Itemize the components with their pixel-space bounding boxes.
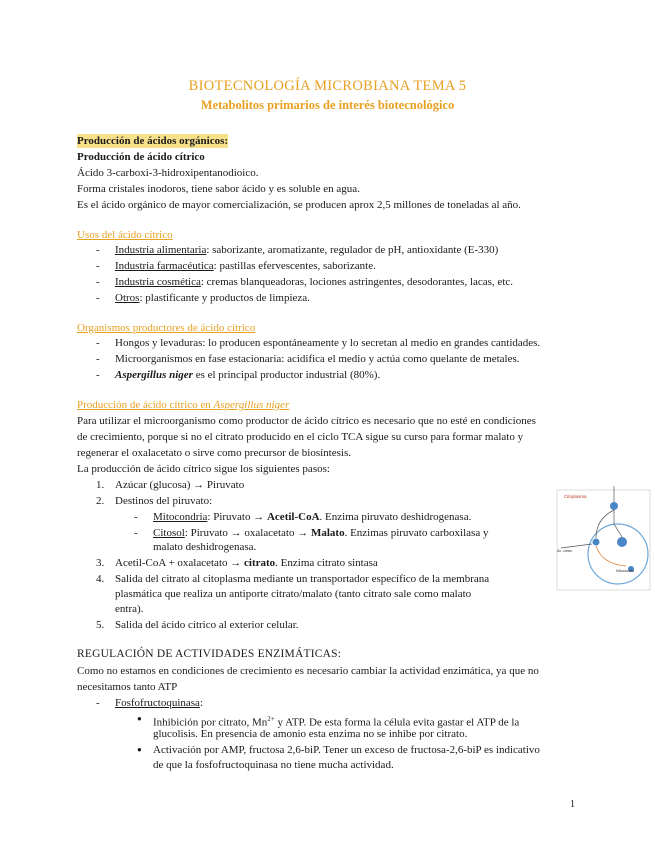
- sub-step-text: : Piruvato →: [207, 511, 267, 523]
- subheading-acido-citrico: Producción de ácido cítrico: [77, 151, 205, 163]
- sub-step-label: Citosol: [153, 527, 185, 539]
- item-text: y ATP. De esta forma la célula evita gastar el ATP de la: [274, 716, 520, 729]
- list-item-label: Industria alimentaria: [115, 244, 207, 256]
- dash-marker: -: [96, 276, 100, 288]
- list-item-text: : plastificante y productos de limpieza.: [139, 292, 310, 304]
- document-subtitle: Metabolitos primarios de interés biotecnológico: [200, 98, 455, 112]
- text-line: Ácido 3-carboxi-3-hidroxipentanodioico.: [77, 167, 259, 179]
- step-number: 2.: [96, 495, 105, 507]
- step-text: . Enzima citrato sintasa: [275, 557, 378, 569]
- regulation-item-continuation: de que la fosfofructoquinasa no tiene mucha actividad.: [153, 759, 394, 771]
- step-text: Acetil-CoA + oxalacetato →: [115, 557, 244, 569]
- paragraph-line: Como no estamos en condiciones de crecimiento es necesario cambiar la actividad enzimática, ya que no: [77, 665, 539, 677]
- page-number: 1: [570, 799, 575, 810]
- text-line: Es el ácido orgánico de mayor comercialización, se producen aprox 2,5 millones de toneladas al año.: [77, 199, 521, 211]
- enzyme-name: [115, 696, 203, 710]
- paragraph-line: necesitamos tanto ATP: [77, 681, 178, 693]
- step-2: Destinos del piruvato:: [115, 495, 213, 507]
- sub-step-text: . Enzima piruvato deshidrogenasa.: [319, 511, 472, 523]
- section-heading-organismos: Organismos productores de ácido cítrico: [77, 322, 256, 334]
- dash-marker: -: [134, 511, 138, 523]
- dash-marker: -: [96, 244, 100, 256]
- regulation-item: Activación por AMP, fructosa 2,6-biP. Tener un exceso de fructosa-2,6-biP es indicativo: [153, 744, 540, 756]
- list-item-label: Otros: [115, 292, 140, 304]
- list-item-text: : saborizante, aromatizante, regulador de pH, antioxidante (E-330): [206, 244, 499, 256]
- step-1: Azúcar (glucosa) → Piruvato: [115, 479, 245, 491]
- list-item: [115, 259, 376, 273]
- list-item-text: : pastillas efervescentes, saborizante.: [213, 260, 376, 272]
- list-item: [115, 275, 513, 289]
- paragraph-line: regenerar el oxalacetato o sirve como precursor de biosíntesis.: [77, 447, 351, 459]
- diagram-label: Mitocondria: [616, 569, 635, 573]
- section-heading-regulacion: REGULACIÓN DE ACTIVIDADES ENZIMÁTICAS:: [77, 648, 342, 660]
- step-number: 5.: [96, 619, 105, 631]
- superscript: 2+: [267, 715, 275, 723]
- sub-step-citosol: [153, 526, 488, 540]
- sub-step-text: : Piruvato → oxalacetato →: [184, 527, 311, 539]
- sub-step-continuation: malato deshidrogenasa.: [153, 541, 257, 553]
- regulation-item-continuation: glucolisis. En presencia de amonio esta enzima no se inhibe por citrato.: [153, 728, 468, 740]
- sub-step-bold: Malato: [310, 527, 345, 539]
- step-4: Salida del citrato al citoplasma mediante un transportador específico de la membrana: [115, 573, 490, 585]
- sub-step-bold: Acetil-CoA: [266, 511, 320, 523]
- list-item-text: : cremas blanqueadoras, lociones astringentes, desodorantes, lacas, etc.: [200, 276, 514, 288]
- enzyme-label: Fosfofructoquinasa: [115, 697, 200, 709]
- dash-marker: -: [96, 353, 100, 365]
- list-item-label: Industria cosmética: [115, 276, 201, 288]
- dash-marker: -: [96, 369, 100, 381]
- step-4-continuation: plasmática que realiza un antiporte citrato/malato (tanto citrato sale como malato: [115, 588, 472, 600]
- step-number: 1.: [96, 479, 105, 491]
- step-3: [115, 556, 378, 570]
- item-text: Inhibición por citrato, Mn: [153, 716, 268, 729]
- text-line: Forma cristales inodoros, tiene sabor ácido y es soluble en agua.: [77, 183, 360, 195]
- dash-marker: -: [96, 260, 100, 272]
- document-title: BIOTECNOLOGÍA MICROBIANA TEMA 5: [188, 78, 467, 94]
- section-heading-acidos: Producción de ácidos orgánicos:: [77, 135, 229, 147]
- dash-marker: -: [134, 527, 138, 539]
- enzyme-colon: :: [199, 697, 203, 709]
- dash-marker: -: [96, 337, 100, 349]
- dash-marker: -: [96, 697, 100, 709]
- section-heading-usos: Usos del ácido cítrico: [77, 229, 173, 241]
- step-bold: citrato: [244, 557, 276, 569]
- step-number: 3.: [96, 557, 105, 569]
- bullet-marker: ●: [137, 745, 142, 754]
- heading-text: Producción de ácido cítrico en: [77, 399, 214, 411]
- paragraph-line: La producción de ácido cítrico sigue los siguientes pasos:: [77, 463, 330, 475]
- sub-step-mitocondria: [153, 510, 471, 524]
- diagram-label: Ác. cítrico: [557, 549, 573, 553]
- paragraph-line: de crecimiento, porque si no el citrato producido en el ciclo TCA sigue su curso para formar malato y: [77, 431, 524, 443]
- list-item: Microorganismos en fase estacionaria: acidifica el medio y actúa como quelante de metales.: [115, 353, 520, 365]
- step-number: 4.: [96, 573, 105, 585]
- diagram-label: Citoplasma: [564, 494, 587, 499]
- heading-species: Aspergillus niger: [213, 399, 290, 411]
- step-5: Salida del ácido cítrico al exterior celular.: [115, 619, 299, 631]
- list-item: [115, 291, 310, 305]
- sub-step-label: Mitocondria: [153, 511, 208, 523]
- list-item: [115, 243, 498, 257]
- citric-acid-pathway-diagram: [556, 484, 652, 594]
- bullet-marker: ●: [137, 714, 142, 723]
- dash-marker: -: [96, 292, 100, 304]
- species-name: Aspergillus niger: [115, 369, 193, 381]
- list-item: Hongos y levaduras: lo producen espontáneamente y lo secretan al medio en grandes cantidades.: [115, 337, 541, 349]
- step-4-continuation: entra).: [115, 603, 144, 615]
- list-item: [115, 368, 380, 382]
- sub-step-text: . Enzimas piruvato carboxilasa y: [344, 527, 489, 539]
- paragraph-line: Para utilizar el microorganismo como productor de ácido cítrico es necesario que no esté en condiciones: [77, 415, 536, 427]
- section-heading-aspergillus: [77, 398, 289, 412]
- list-item-label: Industria farmacéutica: [115, 260, 214, 272]
- list-item-text: es el principal productor industrial (80%).: [192, 369, 381, 381]
